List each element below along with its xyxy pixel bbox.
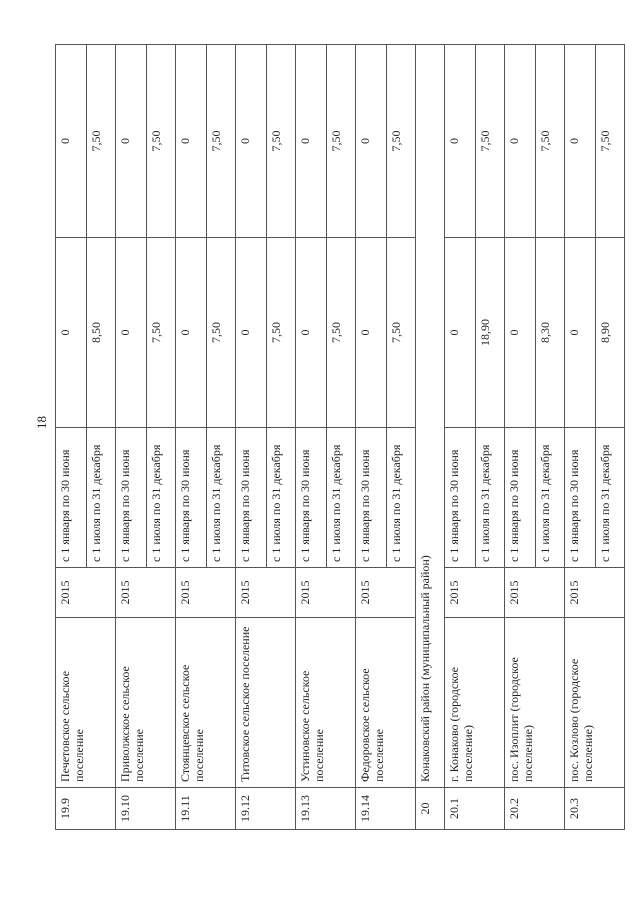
- table-row: [356, 45, 387, 830]
- table-row: [116, 45, 147, 830]
- year: 2015: [356, 568, 416, 618]
- period: с 1 января по 30 июня: [116, 428, 147, 568]
- table-row: [445, 45, 476, 830]
- period: с 1 января по 30 июня: [56, 428, 87, 568]
- value-cell: 8,50: [87, 238, 116, 428]
- year: 2015: [116, 568, 176, 618]
- settlement-name: Титовское сельское поселение: [236, 618, 296, 788]
- period: с 1 июля по 31 декабря: [536, 428, 565, 568]
- row-code: 20.1: [445, 788, 505, 830]
- value-cell: 0: [296, 45, 327, 238]
- row-code: 19.13: [296, 788, 356, 830]
- period: с 1 июля по 31 декабря: [476, 428, 505, 568]
- value-cell: 0: [356, 45, 387, 238]
- value-cell: 0: [445, 45, 476, 238]
- value-cell: 7,50: [476, 45, 505, 238]
- value-cell: 0: [56, 45, 87, 238]
- value-cell: 0: [296, 238, 327, 428]
- year: 2015: [505, 568, 565, 618]
- period: с 1 января по 30 июня: [176, 428, 207, 568]
- row-code: 19.9: [56, 788, 116, 830]
- period: с 1 июля по 31 декабря: [387, 428, 416, 568]
- settlement-name: Федоровское сельское поселение: [356, 618, 416, 788]
- value-cell: 7,50: [387, 45, 416, 238]
- period: с 1 июля по 31 декабря: [207, 428, 236, 568]
- value-cell: 0: [176, 45, 207, 238]
- settlement-name: г. Конаково (городское поселение): [445, 618, 505, 788]
- value-cell: 0: [356, 238, 387, 428]
- value-cell: 7,50: [267, 238, 296, 428]
- value-cell: 7,50: [536, 45, 565, 238]
- settlement-name: пос. Изоплит (городское поселение): [505, 618, 565, 788]
- row-code: 19.10: [116, 788, 176, 830]
- value-cell: 0: [116, 238, 147, 428]
- value-cell: 7,50: [327, 45, 356, 238]
- period: с 1 января по 30 июня: [565, 428, 596, 568]
- year: 2015: [296, 568, 356, 618]
- table-row: [56, 45, 87, 830]
- row-code: 19.14: [356, 788, 416, 830]
- row-code: 20: [416, 788, 445, 830]
- row-code: 19.11: [176, 788, 236, 830]
- settlement-name: Печетовское сельское поселение: [56, 618, 116, 788]
- year: 2015: [56, 568, 116, 618]
- value-cell: 0: [236, 45, 267, 238]
- settlement-name: Приволжское сельское поселение: [116, 618, 176, 788]
- tariff-table-body: [56, 45, 625, 830]
- period: с 1 июля по 31 декабря: [596, 428, 625, 568]
- value-cell: 7,50: [207, 45, 236, 238]
- year: 2015: [445, 568, 505, 618]
- period: с 1 января по 30 июня: [296, 428, 327, 568]
- value-cell: 0: [56, 238, 87, 428]
- tariff-table: [55, 44, 625, 830]
- value-cell: 8,30: [536, 238, 565, 428]
- value-cell: 0: [236, 238, 267, 428]
- period: с 1 июля по 31 декабря: [87, 428, 116, 568]
- value-cell: 8,90: [596, 238, 625, 428]
- table-row: [236, 45, 267, 830]
- year: 2015: [236, 568, 296, 618]
- value-cell: 7,50: [87, 45, 116, 238]
- value-cell: 7,50: [267, 45, 296, 238]
- settlement-name: Устиновское сельское поселение: [296, 618, 356, 788]
- value-cell: 7,50: [207, 238, 236, 428]
- table-row: [176, 45, 207, 830]
- period: с 1 января по 30 июня: [356, 428, 387, 568]
- row-code: 20.3: [565, 788, 625, 830]
- value-cell: 0: [176, 238, 207, 428]
- row-code: 20.2: [505, 788, 565, 830]
- value-cell: 0: [505, 238, 536, 428]
- value-cell: 0: [445, 238, 476, 428]
- period: с 1 июля по 31 декабря: [267, 428, 296, 568]
- page-number: 18: [34, 416, 49, 429]
- table-row: [296, 45, 327, 830]
- period: с 1 января по 30 июня: [505, 428, 536, 568]
- table-row: [565, 45, 596, 830]
- value-cell: 7,50: [147, 45, 176, 238]
- period: с 1 июля по 31 декабря: [327, 428, 356, 568]
- value-cell: 0: [565, 45, 596, 238]
- value-cell: 0: [505, 45, 536, 238]
- period: с 1 июля по 31 декабря: [147, 428, 176, 568]
- value-cell: 7,50: [147, 238, 176, 428]
- value-cell: 18,90: [476, 238, 505, 428]
- value-cell: 0: [116, 45, 147, 238]
- settlement-name: Стоянцевское сельское поселение: [176, 618, 236, 788]
- row-code: 19.12: [236, 788, 296, 830]
- value-cell: 7,50: [387, 238, 416, 428]
- value-cell: 7,50: [327, 238, 356, 428]
- settlement-name: пос. Козлово (городское поселение): [565, 618, 625, 788]
- period: с 1 января по 30 июня: [236, 428, 267, 568]
- value-cell: 0: [565, 238, 596, 428]
- table-row: [505, 45, 536, 830]
- section-title: Конаковский район (муниципальный район): [416, 45, 445, 788]
- section-row: [416, 45, 445, 830]
- year: 2015: [565, 568, 625, 618]
- value-cell: 7,50: [596, 45, 625, 238]
- year: 2015: [176, 568, 236, 618]
- period: с 1 января по 30 июня: [445, 428, 476, 568]
